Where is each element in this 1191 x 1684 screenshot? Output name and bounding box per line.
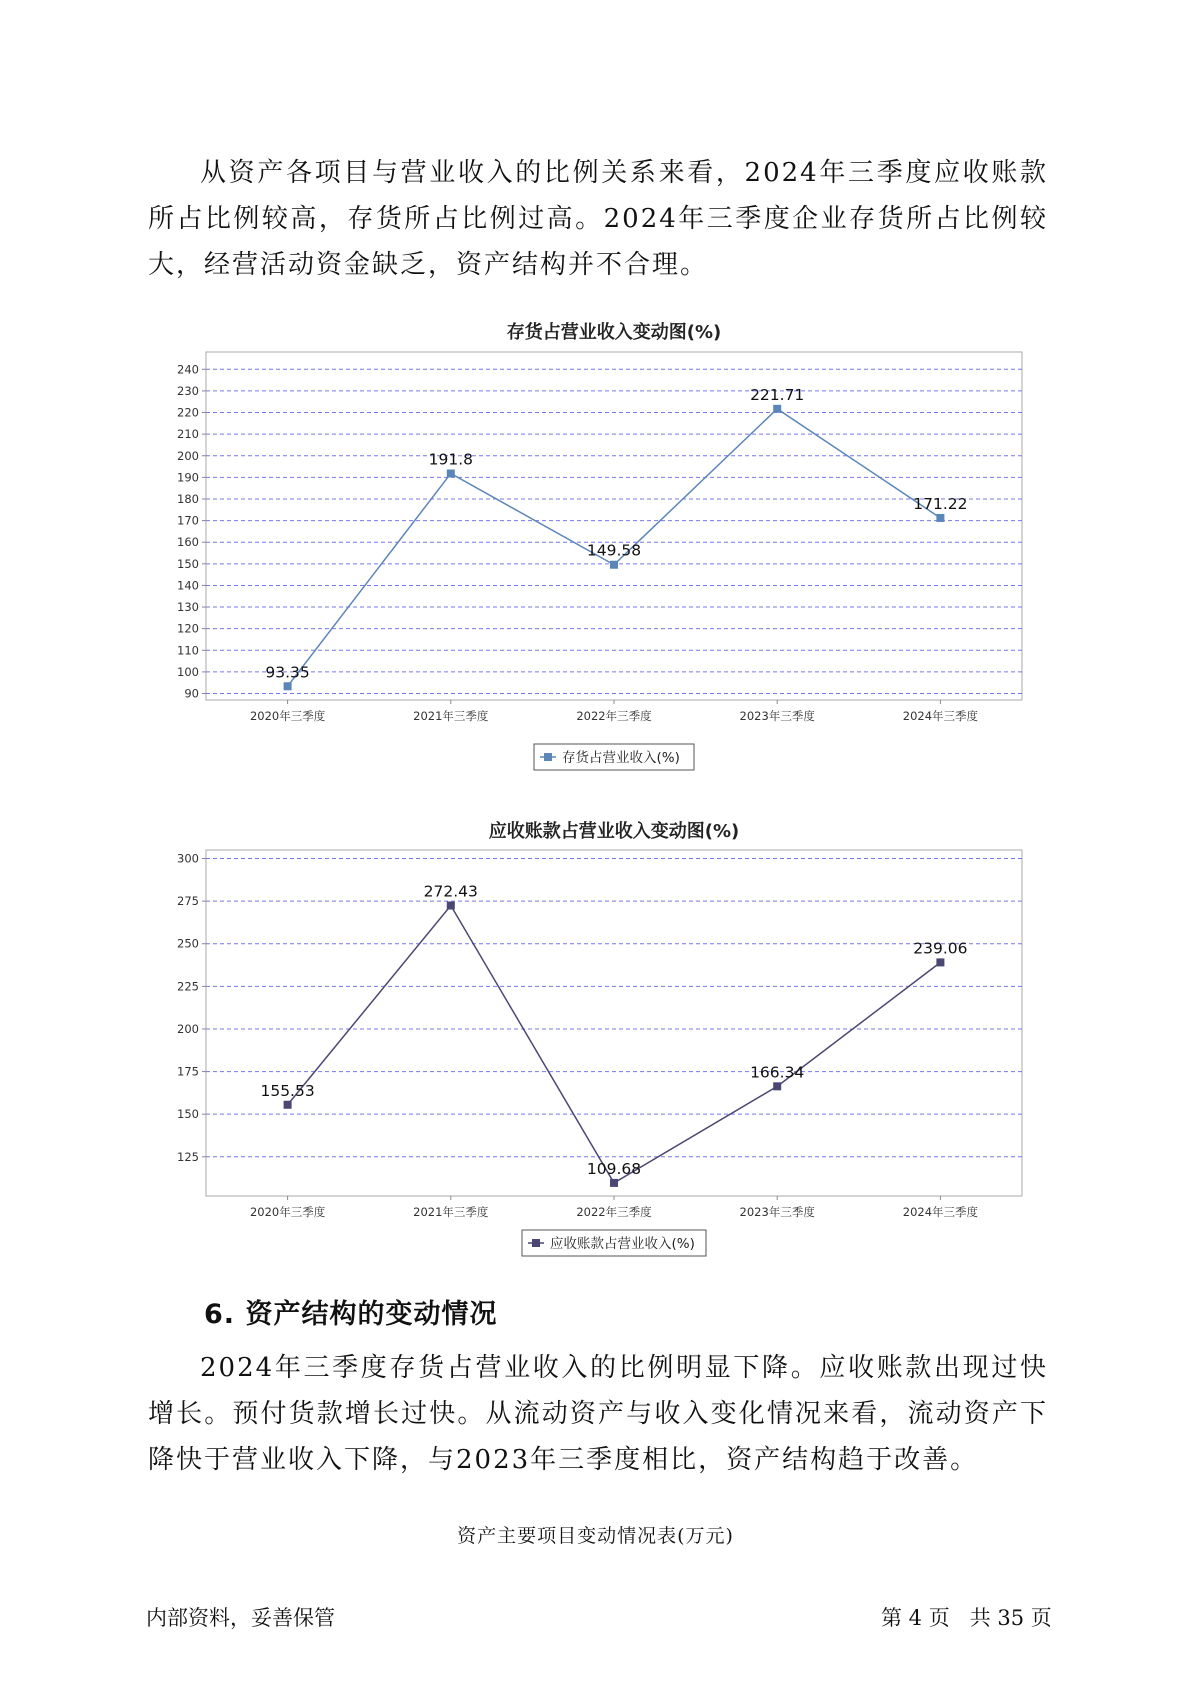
section-heading: 6. 资产结构的变动情况 [204,1299,498,1330]
y-tick-label: 210 [177,427,199,442]
data-label: 155.53 [260,1081,315,1100]
x-tick-label: 2020年三季度 [249,1205,326,1219]
y-tick-label: 200 [177,1021,199,1036]
y-tick-label: 170 [177,513,199,528]
data-point [610,1179,618,1187]
chart-title: 存货占营业收入变动图(%) [506,322,722,343]
data-point [447,469,455,477]
y-tick-label: 110 [177,643,199,658]
data-label: 166.34 [750,1063,805,1082]
x-tick-label: 2021年三季度 [413,1205,489,1219]
y-tick-label: 180 [177,491,199,506]
table-caption: 资产主要项目变动情况表(万元) [457,1525,734,1547]
y-tick-label: 150 [177,1107,199,1122]
data-label: 239.06 [913,939,968,958]
y-tick-label: 240 [177,362,199,377]
x-tick-label: 2022年三季度 [576,1205,652,1219]
x-tick-label: 2024年三季度 [902,709,979,723]
y-tick-label: 275 [177,894,199,909]
data-point [773,405,781,413]
y-tick-label: 300 [177,851,199,866]
data-label: 191.8 [428,450,473,469]
y-tick-label: 190 [177,470,199,485]
legend-label: 应收账款占营业收入(%) [550,1236,695,1252]
data-label: 149.58 [586,541,642,560]
y-tick-label: 150 [177,556,199,571]
paragraph-structure: 2024年三季度存货占营业收入的比例明显下降。应收账款出现过快增长。预付货款增长过快。从流动资产与收入变化情况来看，流动资产下降快于营业收入下降，与2023年三季度相比，资产结构趋于改善。 [148,1353,1048,1475]
y-tick-label: 130 [177,600,199,615]
chart-title: 应收账款占营业收入变动图(%) [488,821,740,842]
data-point [284,682,292,690]
inventory-ratio-chart [0,312,1191,772]
y-tick-label: 230 [177,383,199,398]
y-tick-label: 125 [177,1149,199,1164]
y-tick-label: 90 [184,686,199,701]
data-label: 272.43 [423,882,478,901]
data-point [936,514,944,522]
y-tick-label: 220 [177,405,199,420]
legend-marker [544,753,552,761]
data-label: 171.22 [913,494,968,513]
x-tick-label: 2021年三季度 [413,709,489,723]
y-tick-label: 200 [177,448,199,463]
footer-page-number: 第 4 页 共 35 页 [881,1606,1052,1630]
y-tick-label: 160 [177,535,199,550]
x-tick-label: 2020年三季度 [249,709,326,723]
data-point [447,902,455,910]
data-point [936,958,944,966]
data-point [284,1101,292,1109]
data-label: 93.35 [265,663,310,682]
plot-area [206,850,1022,1196]
legend-marker [532,1239,540,1247]
data-label: 109.68 [586,1159,642,1178]
y-tick-label: 175 [177,1064,199,1079]
data-point [610,561,618,569]
legend-label: 存货占营业收入(%) [562,750,680,766]
x-tick-label: 2023年三季度 [739,709,815,723]
paragraph-intro: 从资产各项目与营业收入的比例关系来看，2024年三季度应收账款所占比例较高，存货所占比例过高。2024年三季度企业存货所占比例较大，经营活动资金缺乏，资产结构并不合理。 [148,158,1048,280]
x-tick-label: 2024年三季度 [902,1205,979,1219]
x-tick-label: 2022年三季度 [576,709,652,723]
footer-confidential: 内部资料，妥善保管 [146,1606,335,1630]
y-tick-label: 120 [177,621,199,636]
y-tick-label: 250 [177,936,199,951]
y-tick-label: 225 [177,979,199,994]
plot-area [206,352,1022,700]
y-tick-label: 140 [177,578,199,593]
y-tick-label: 100 [177,664,199,679]
data-label: 221.71 [750,385,805,404]
data-point [773,1082,781,1090]
receivables-ratio-chart [0,810,1191,1280]
x-tick-label: 2023年三季度 [739,1205,815,1219]
